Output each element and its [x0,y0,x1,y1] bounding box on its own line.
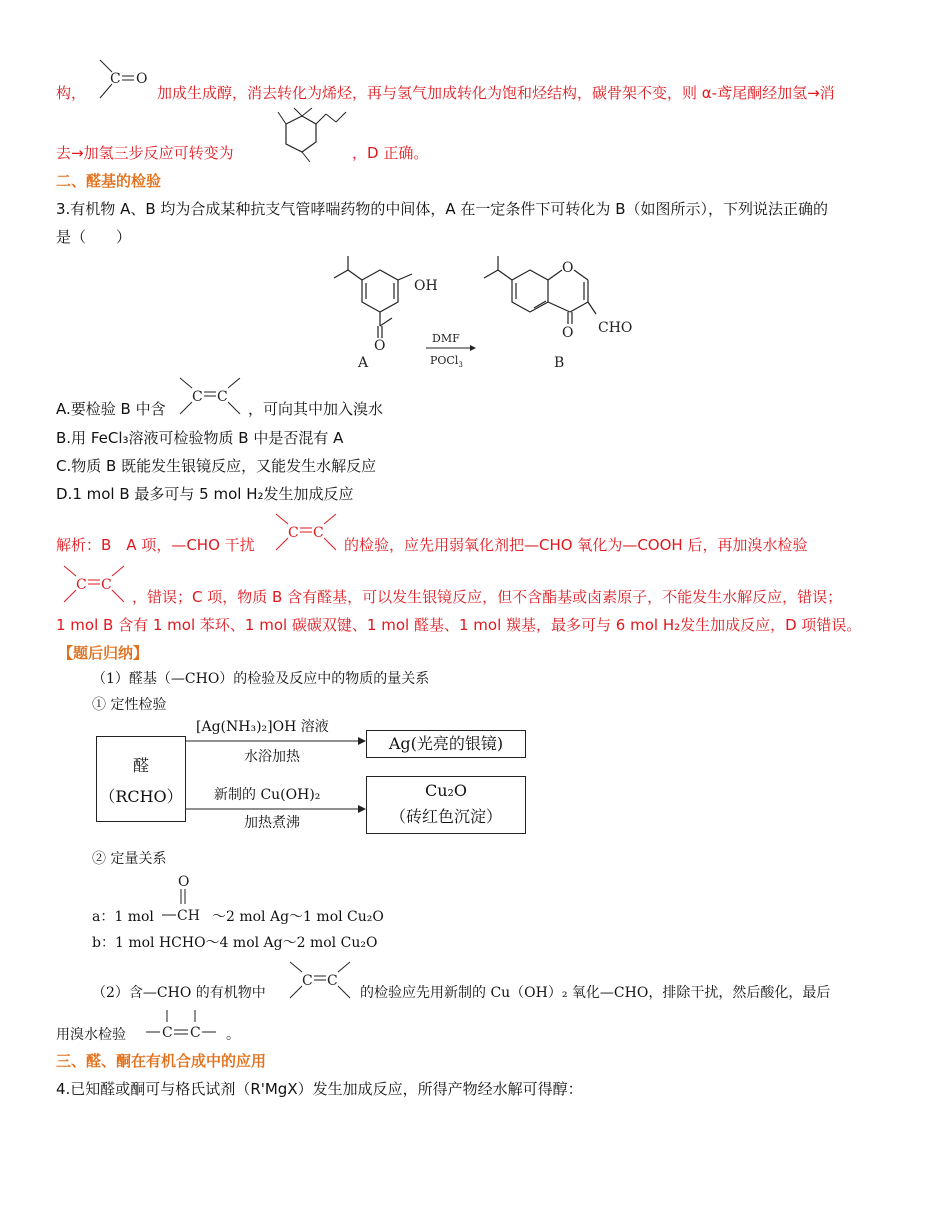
option-d: D.1 mol B 最多可与 5 mol H₂发生加成反应 [56,485,354,503]
svg-text:C: C [110,71,121,87]
svg-text:C: C [76,577,87,593]
summary-text: 的检验应先用新制的 Cu（OH）₂ 氧化—CHO，排除干扰，然后酸化，最后 [360,985,831,1001]
summary-text: ① 定性检验 [92,697,167,713]
alkene-structure [286,958,354,1002]
cho-label: CHO [598,320,633,336]
reaction-arrow [426,345,476,351]
summary-text: （2）含—CHO 的有机物中 [92,985,266,1001]
text-line: 加成生成醇，消去转化为烯烃，再与氢气加成转化为饱和烃结构，碳骨架不变，则 α-鸢尾酮经加氢→消 [157,84,835,102]
svg-text:CH: CH [177,908,200,924]
svg-text:C: C [192,389,203,405]
svg-text:C: C [327,973,338,989]
oh-label: OH [414,278,438,294]
cho-group-structure [158,872,210,924]
alkene-structure [176,374,244,418]
svg-text:O: O [178,874,190,890]
svg-text:C: C [217,389,228,405]
text-line: 去→加氢三步反应可转变为 [56,144,234,162]
svg-text:C: C [101,577,112,593]
silver-mirror-box: Ag(光亮的银镜) [366,730,526,758]
alkene-structure [272,510,340,554]
reaction-scheme [300,252,660,372]
option-a: A.要检验 B 中含 [56,400,166,418]
molecule-a [334,256,412,338]
cu-reagent: 新制的 Cu(OH)₂ [214,787,321,803]
summary-text: 。 [226,1027,240,1043]
svg-text:C: C [162,1025,173,1041]
analysis-line: 1 mol B 含有 1 mol 苯环、1 mol 碳碳双键、1 mol 醛基、1 mol 羰基，最多可与 6 mol H₂发生加成反应，D 项错误。 [56,616,862,634]
cu2o-box: Cu₂O （砖红色沉淀） [366,776,526,834]
option-b: B.用 FeCl₃溶液可检验物质 B 中是否混有 A [56,429,344,447]
quant-a-tail: ～2 mol Ag～1 mol Cu₂O [212,909,384,925]
label-b: B [554,355,565,371]
ring-o-label: O [562,260,574,276]
svg-text:C: C [302,973,313,989]
alkene-structure [60,562,128,606]
option-a-tail: ，可向其中加入溴水 [248,400,384,418]
text-line: ，D 正确。 [352,144,429,162]
quant-b: b：1 mol HCHO～4 mol Ag～2 mol Cu₂O [92,935,378,951]
svg-text:O: O [136,71,148,87]
cyclohexane-structure [256,106,352,168]
label-a: A [358,355,369,371]
text-line: 构， [56,84,87,102]
question-stem: 4.已知醛或酮可与格氏试剂（R'MgX）发生加成反应，所得产物经水解可得醇： [56,1080,583,1098]
quant-a: a：1 mol [92,909,154,925]
analysis-line: 解析：B A 项，—CHO 干扰 [56,536,255,554]
molecule-b [484,256,596,324]
summary-title: 【题后归纳】 [58,644,149,662]
option-c: C.物质 B 既能发生银镜反应，又能发生水解反应 [56,457,377,475]
summary-text: （1）醛基（—CHO）的检验及反应中的物质的量关系 [92,671,430,687]
o-label: O [374,338,386,354]
analysis-line: 的检验，应先用弱氧化剂把—CHO 氧化为—COOH 后，再加溴水检验 [344,536,808,554]
summary-text: 用溴水检验 [56,1027,126,1043]
section-title: 二、醛基的检验 [56,172,162,190]
alkene-line-structure [140,1006,220,1046]
ketone-o-label: O [562,325,574,341]
question-stem: 3.有机物 A、B 均为合成某种抗支气管哮喘药物的中间体，A 在一定条件下可转化为 B（如图所示），下列说法正确的 [56,200,828,218]
tollens-condition: 水浴加热 [244,749,300,765]
carbonyl-structure [92,58,154,102]
svg-text:C: C [313,525,324,541]
summary-text: ② 定量关系 [92,851,167,867]
svg-text:C: C [190,1025,201,1041]
section-title: 三、醛、酮在有机合成中的应用 [56,1052,267,1070]
condition-dmf: DMF [432,332,460,345]
question-stem: 是（ ） [56,228,132,246]
tollens-reagent: [Ag(NH₃)₂]OH 溶液 [196,719,329,735]
cu-condition: 加热煮沸 [244,815,300,831]
arrow-top [186,736,366,746]
svg-text:C: C [288,525,299,541]
analysis-line: ，错误；C 项，物质 B 含有醛基，可以发生银镜反应，但不含酯基或卤素原子，不能发生水解反应，错误； [132,588,843,606]
condition-pocl3: POCl$_3$ [430,354,463,369]
aldehyde-box: 醛 （RCHO） [96,736,186,822]
